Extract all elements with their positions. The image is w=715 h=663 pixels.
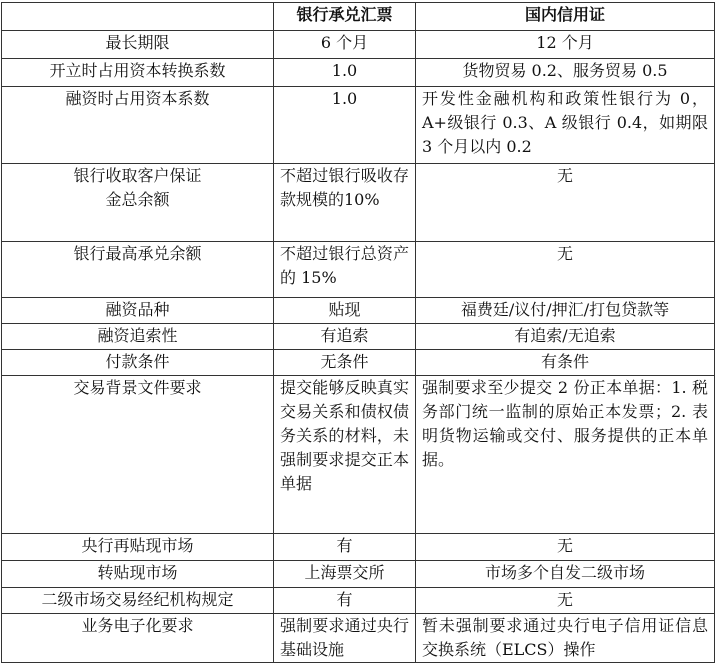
lc-cell: 暂未强制要求通过央行电子信用证信息交换系统（ELCS）操作: [416, 614, 715, 663]
row-label: 最长期限: [2, 31, 274, 59]
bill-cell: 强制要求通过央行基础设施: [274, 614, 416, 663]
bill-cell: 上海票交所: [274, 561, 416, 588]
table-row: [2, 31, 715, 59]
bill-cell: 1.0: [274, 59, 416, 87]
table-row: [2, 87, 715, 164]
row-label: 付款条件: [2, 350, 274, 376]
header-item: [2, 3, 274, 31]
lc-cell: 无: [416, 534, 715, 561]
bill-cell: 有: [274, 588, 416, 614]
table-row: [2, 242, 715, 298]
row-label: 业务电子化要求: [2, 614, 274, 663]
lc-cell: 无: [416, 588, 715, 614]
comparison-table: [1, 2, 715, 663]
bill-cell: 贴现: [274, 298, 416, 324]
lc-cell: 无: [416, 242, 715, 298]
header-bank-acceptance-bill: 银行承兑汇票: [274, 3, 416, 31]
lc-cell: 福费廷/议付/押汇/打包贷款等: [416, 298, 715, 324]
row-label: 银行收取客户保证金总余额: [2, 164, 274, 242]
table-row: [2, 561, 715, 588]
lc-cell: 12 个月: [416, 31, 715, 59]
lc-cell: 有追索/无追索: [416, 324, 715, 350]
bill-cell: 1.0: [274, 87, 416, 164]
lc-cell: 强制要求至少提交 2 份正本单据：1. 税务部门统一监制的原始正本发票；2. 表明货物运输或交付、服务提供的正本单据。: [416, 376, 715, 534]
lc-cell: 货物贸易 0.2、服务贸易 0.5: [416, 59, 715, 87]
lc-cell: 有条件: [416, 350, 715, 376]
table-row: [2, 534, 715, 561]
row-label: 融资品种: [2, 298, 274, 324]
row-label: 融资时占用资本系数: [2, 87, 274, 164]
table-row: [2, 614, 715, 663]
row-label: 开立时占用资本转换系数: [2, 59, 274, 87]
header-domestic-lc: 国内信用证: [416, 3, 715, 31]
row-label: 转贴现市场: [2, 561, 274, 588]
table-row: [2, 298, 715, 324]
bill-cell: 有追索: [274, 324, 416, 350]
bill-cell: 无条件: [274, 350, 416, 376]
lc-cell: 市场多个自发二级市场: [416, 561, 715, 588]
row-label: 央行再贴现市场: [2, 534, 274, 561]
table-row: [2, 324, 715, 350]
bill-cell: 6 个月: [274, 31, 416, 59]
table-row: [2, 350, 715, 376]
table-row: [2, 588, 715, 614]
row-label: 银行最高承兑余额: [2, 242, 274, 298]
table-row: [2, 376, 715, 534]
bill-cell: 不超过银行吸收存款规模的10%: [274, 164, 416, 242]
lc-cell: 开发性金融机构和政策性银行为 0，A+级银行 0.3、A 级银行 0.4，如期限 3 个月以内 0.2: [416, 87, 715, 164]
row-label: 融资追索性: [2, 324, 274, 350]
row-label: 二级市场交易经纪机构规定: [2, 588, 274, 614]
table-row: [2, 164, 715, 242]
header-row: [2, 3, 715, 31]
bill-cell: 不超过银行总资产的 15%: [274, 242, 416, 298]
lc-cell: 无: [416, 164, 715, 242]
bill-cell: 提交能够反映真实交易关系和债权债务关系的材料，未强制要求提交正本单据: [274, 376, 416, 534]
row-label: 交易背景文件要求: [2, 376, 274, 534]
bill-cell: 有: [274, 534, 416, 561]
table-row: [2, 59, 715, 87]
